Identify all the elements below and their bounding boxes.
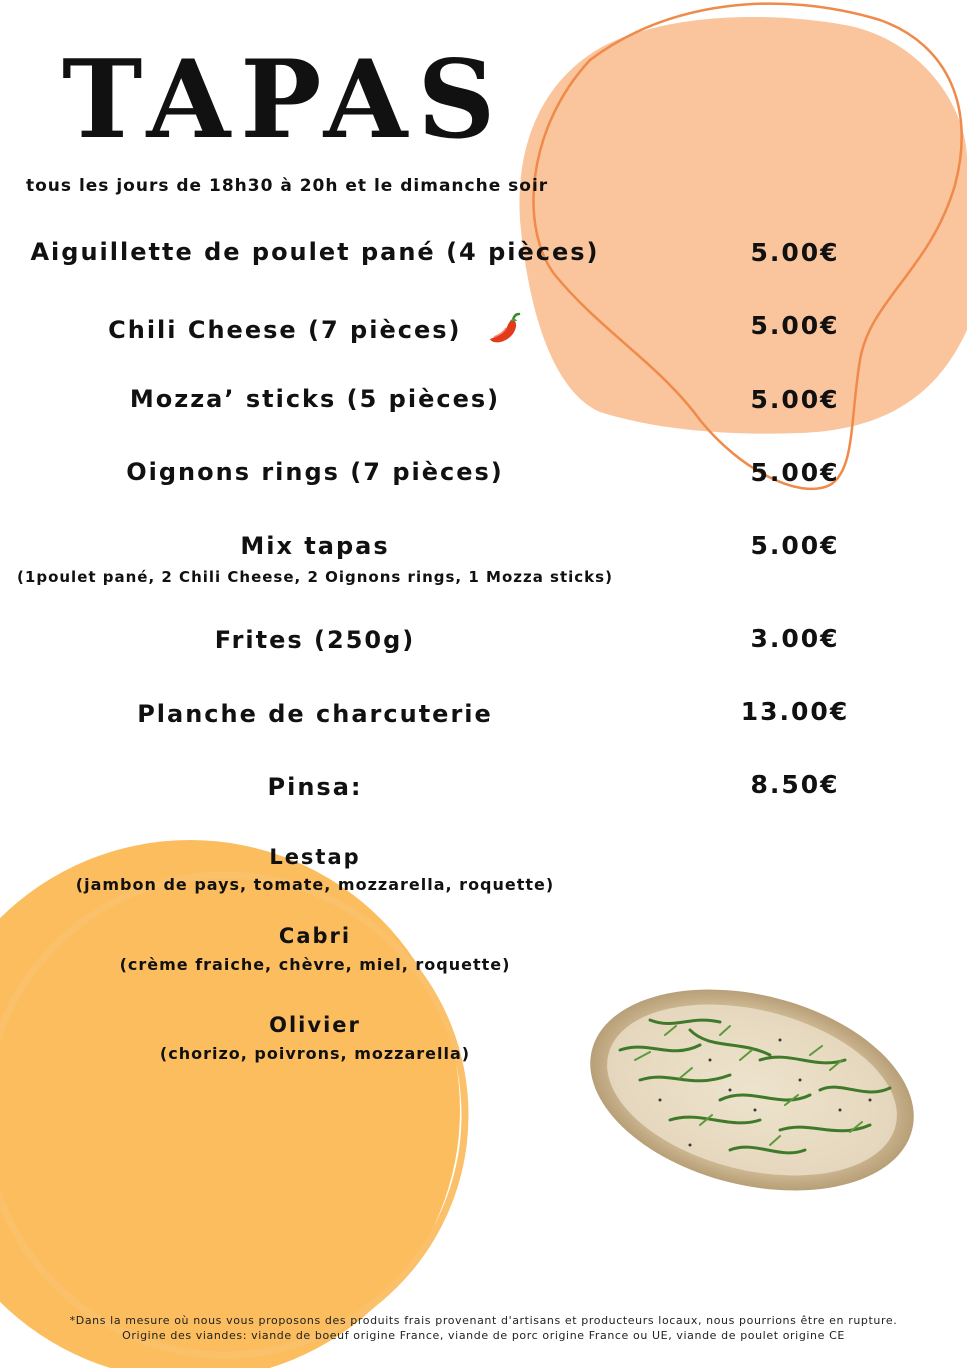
menu-item-name: Mix tapas bbox=[240, 532, 390, 560]
pinsa-image bbox=[580, 960, 925, 1220]
pinsa-option-name: Olivier bbox=[269, 1013, 361, 1037]
menu-item-name: Oignons rings (7 pièces) bbox=[126, 458, 504, 486]
menu-item-name: Chili Cheese (7 pièces) bbox=[108, 316, 462, 344]
footer-line: Origine des viandes: viande de boeuf origine France, viande de porc origine France ou UE, viande de poulet origine CE bbox=[122, 1329, 845, 1342]
menu-item-name: Planche de charcuterie bbox=[137, 700, 493, 728]
pinsa-option-note: (crème fraiche, chèvre, miel, roquette) bbox=[119, 955, 511, 974]
menu-subtitle: tous les jours de 18h30 à 20h et le dimanche soir bbox=[26, 176, 549, 196]
menu-item-name: Frites (250g) bbox=[214, 626, 416, 654]
pinsa-option-name: Cabri bbox=[278, 924, 352, 948]
menu-item-row bbox=[0, 311, 630, 351]
footer-note bbox=[0, 1313, 967, 1343]
menu-title: TAPAS bbox=[62, 37, 506, 163]
pinsa-option-note: (jambon de pays, tomate, mozzarella, roquette) bbox=[75, 875, 555, 894]
menu-item-price: 5.00€ bbox=[750, 385, 840, 414]
menu-item-price: 8.50€ bbox=[750, 770, 840, 799]
menu-item-price: 3.00€ bbox=[750, 624, 840, 653]
chili-pepper-icon bbox=[486, 311, 522, 351]
menu-item-price: 5.00€ bbox=[750, 531, 840, 560]
peach-blob bbox=[519, 17, 967, 434]
pinsa-option-name: Lestap bbox=[269, 845, 361, 869]
menu-item-price: 5.00€ bbox=[750, 238, 840, 267]
menu-item-price: 5.00€ bbox=[750, 311, 840, 340]
menu-item-price: 5.00€ bbox=[750, 458, 840, 487]
menu-item-price: 13.00€ bbox=[740, 697, 850, 726]
menu-item-name: Pinsa: bbox=[267, 773, 363, 801]
menu-item-name: Mozza’ sticks (5 pièces) bbox=[129, 385, 501, 413]
menu-item-name: Aiguillette de poulet pané (4 pièces) bbox=[30, 238, 600, 266]
menu-item-note: (1poulet pané, 2 Chili Cheese, 2 Oignons rings, 1 Mozza sticks) bbox=[17, 568, 613, 586]
footer-line: *Dans la mesure où nous vous proposons des produits frais provenant d'artisans et producteurs locaux, nous pourrions être en rupture. bbox=[69, 1314, 898, 1327]
pinsa-option-note: (chorizo, poivrons, mozzarella) bbox=[159, 1044, 471, 1063]
